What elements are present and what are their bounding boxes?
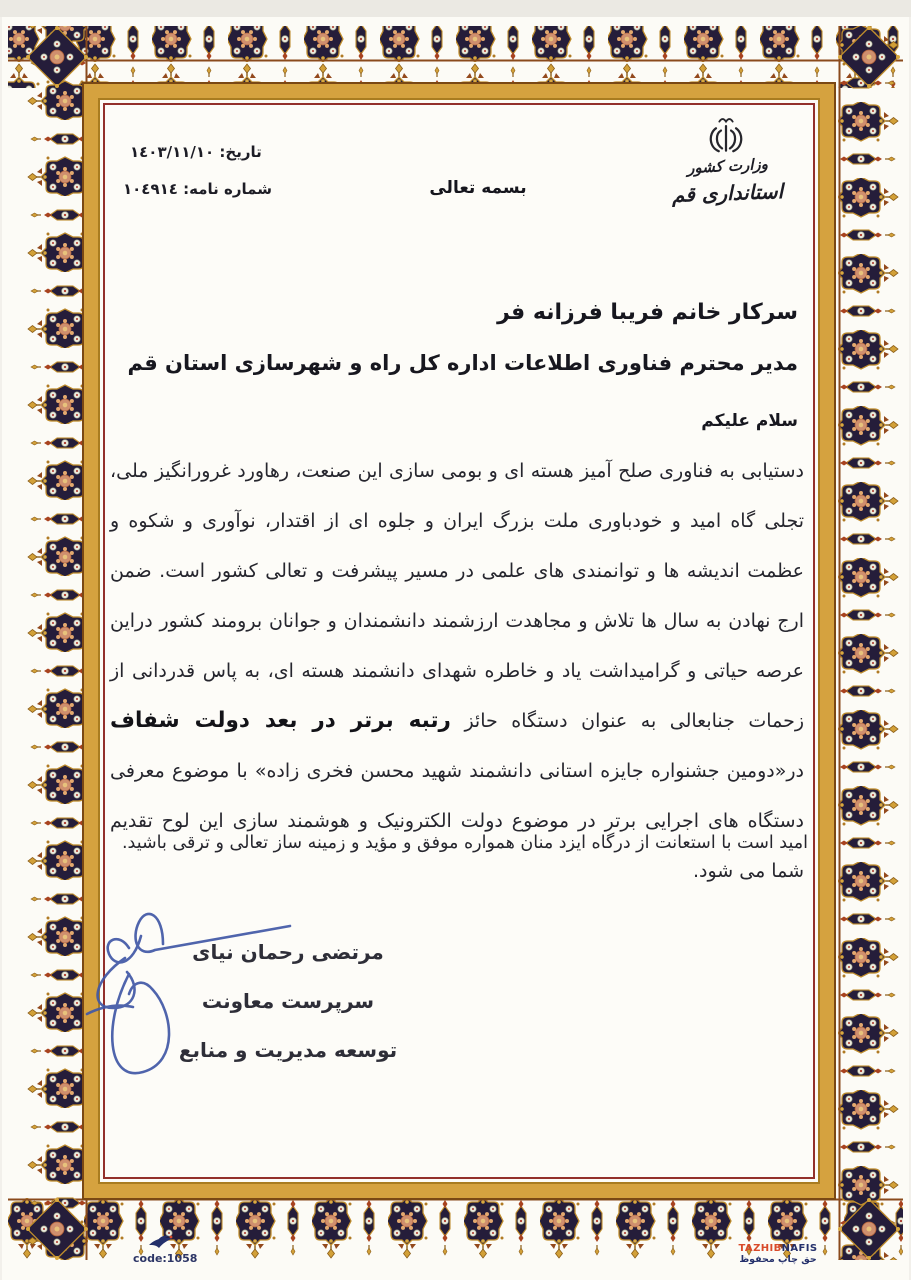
besmeh-taali: بسمه تعالی (429, 178, 527, 198)
ministry-name: وزارت کشور (686, 154, 769, 178)
signatory-name: مرتضی رحمان نیای (192, 940, 384, 964)
signatory-title-2: توسعه مدیریت و منابع (178, 1038, 398, 1062)
brand-blue: NAFIS (781, 1243, 818, 1254)
printer-brand (733, 1243, 823, 1265)
swoosh-bird-icon (148, 1233, 174, 1251)
copyright-note: حق چاپ محفوظ (739, 1254, 817, 1265)
salutation: سلام علیکم (701, 411, 798, 431)
recipient-title: مدیر محترم فناوری اطلاعات اداره کل راه و شهرسازی استان قم (127, 351, 798, 375)
iran-emblem-icon (703, 116, 749, 154)
closing-line: امید است با استعانت از درگاه ایزد منان همواره موفق و مؤید و زمینه ساز تعالی و ترقی باشید. (121, 833, 808, 853)
print-code: code:1058 (133, 1252, 198, 1265)
body-part2: در«دومین جشنواره جایزه استانی دانشمند شهید محسن فخری زاده» با موضوع معرفی دستگاه های اجرایی برتر در موضوع دولت الکترونیک و هوشمند سازی این لوح تقدیم شما می شود. (110, 760, 804, 882)
letter-date: تاریخ: ١٤٠٣/١١/١٠ (130, 143, 262, 161)
letter-number: شماره نامه: ١٠٤٩١٤ (123, 180, 272, 198)
signatory-title-1: سرپرست معاونت (201, 989, 375, 1013)
brand-name (733, 1243, 823, 1254)
recipient-name: سرکار خانم فریبا فرزانه فر (497, 300, 798, 325)
brand-red: TAZHIB (738, 1243, 782, 1254)
body-part1: دستیابی به فناوری صلح آمیز هسته ای و بومی سازی این صنعت، رهاورد غرورانگیز ملی، تجلی گاه امید و خودباوری ملت بزرگ ایران و جلوه ای از اقتدار، نوآوری و شکوه و عظمت اندیشه ها و توانمندی های علمی در مسیر پیشرفت و تعالی کشور است. ضمن ارج نهادن به سال ها تلاش و مجاهدت ارزشمند دانشمندان و جوانان برومند کشور دراین عرصه حیاتی و گرامیداشت یاد و خاطره شهدای دانشمند هسته ای، به پاس قدردانی از زحمات جنابعالی به عنوان دستگاه حائز (110, 460, 804, 732)
signature-block (168, 928, 408, 1075)
governorate-name: استانداری قم (671, 179, 784, 207)
letter-body (110, 446, 804, 896)
body-highlight: رتبه برتر در بعد دولت شفاف (110, 708, 451, 733)
